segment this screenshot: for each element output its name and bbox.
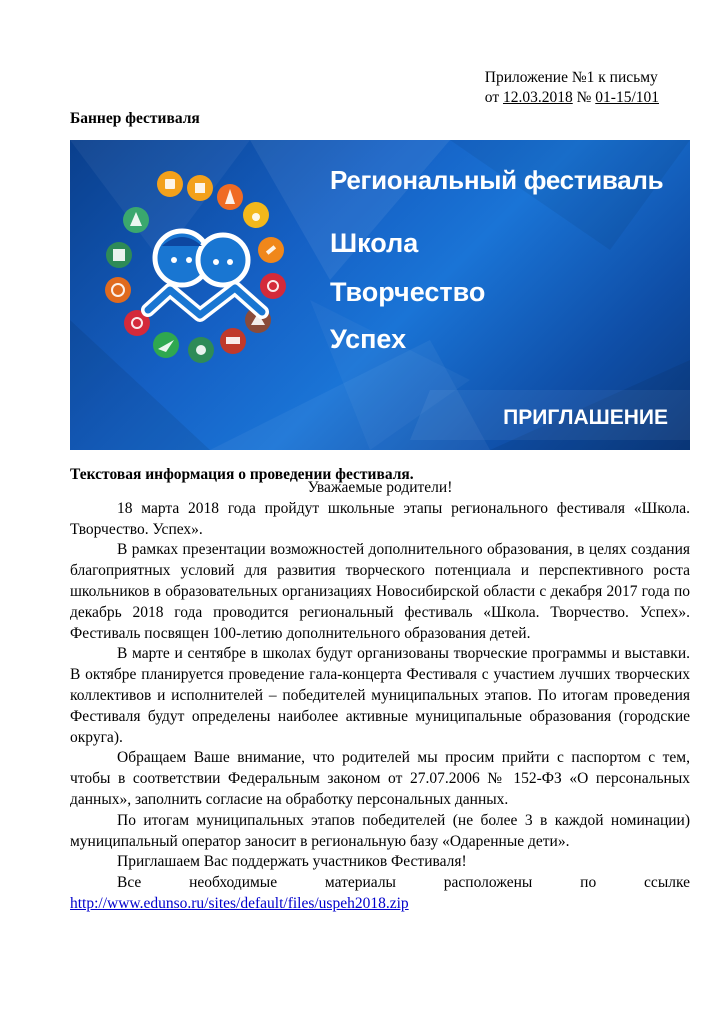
paragraph: В рамках презентации возможностей дополнительного образования, в целях создания благоприятных условий для развития творческого потенциала и перспективного роста школьников в образовательных организациях Новосибирской области с декабря 2017 года по декабрь 2018 года проводится региональный фестиваль «Школа. Творчество. Успех». Фестиваль посвящен 100-летию дополнительного образования детей. [70,541,690,642]
link-line [70,894,690,915]
greeting: Уважаемые родители! [307,479,453,496]
materials-link[interactable]: http://www.edunso.ru/sites/default/files/uspeh2018.zip [70,894,409,912]
appendix-reference [485,68,659,108]
banner-title: Региональный фестиваль [330,165,664,195]
paragraph: В марте и сентябре в школах будут организованы творческие программы и выставки. В октябре планируется проведение гала-концерта Фестиваля с участием лучших творческих коллективов и исполнителей – победителей муниципальных этапов. По итогам проведения Фестиваля будут определены наиболее активные муниципальные образования (городские округа). [70,645,690,746]
festival-banner [70,140,690,450]
atom-icon [260,273,286,299]
paragraph: Приглашаем Вас поддержать участников Фестиваля! [117,853,467,871]
banner-heading: Баннер фестиваля [70,110,200,127]
paragraph: Обращаем Ваше внимание, что родителей мы просим прийти с паспортом с тем, чтобы в соответствии Федеральным законом от 27.07.2006 № 152-ФЗ «О персональных данных», заполнить согласие на обработку персональных данных. [70,749,690,808]
banner-line-creativity: Творчество [330,277,486,307]
letter-body [70,478,690,915]
banner-invitation: ПРИГЛАШЕНИЕ [503,406,668,429]
ball-icon [105,277,131,303]
text-heading: Текстовая информация о проведении фестиваля. [70,466,414,483]
paragraph: По итогам муниципальных этапов победителей (не более 3 в каждой номинации) муниципальный оператор заносит в региональную базу «Одаренные дети». [70,811,690,850]
appendix-prefix: от [484,89,503,106]
banner-line-success: Успех [330,324,407,354]
paragraph: Все необходимые материалы расположены по ссылке [117,874,690,892]
appendix-line-1: Приложение №1 к письму [484,69,658,86]
paragraph: 18 марта 2018 года пройдут школьные этапы регионального фестиваля «Школа. Творчество. Успех». [70,499,690,538]
appendix-line-2 [485,88,659,108]
appendix-date: 12.03.2018 [502,89,573,106]
children-logo [148,231,262,315]
appendix-number: 01-15/101 [595,89,659,106]
appendix-num-sign: № [572,89,596,106]
banner-line-school: Школа [330,228,419,258]
